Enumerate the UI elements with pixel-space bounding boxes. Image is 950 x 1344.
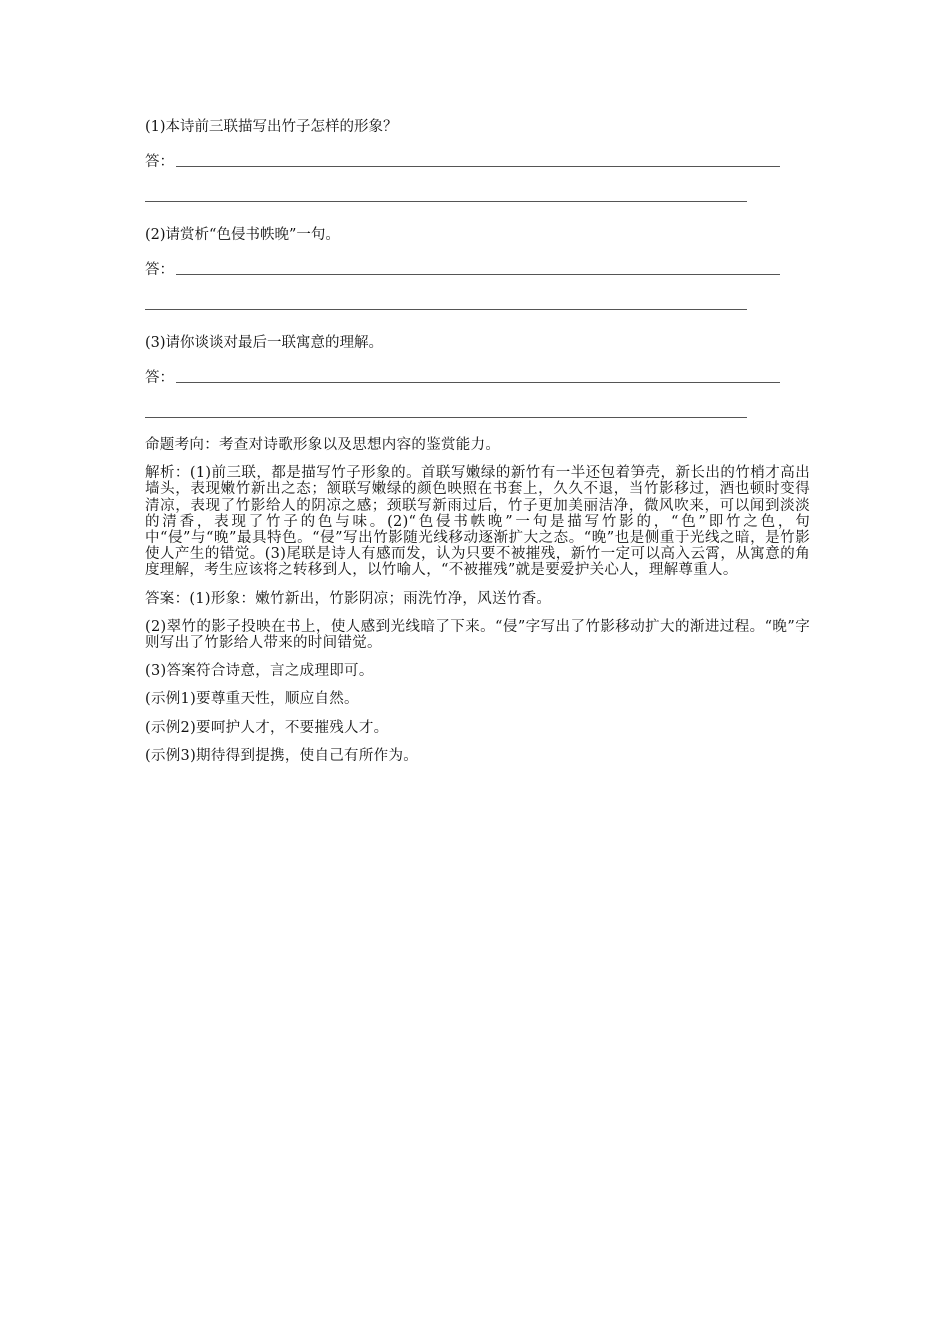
answer-2-line [176,274,780,275]
topic-paragraph: 命题考向：考查对诗歌形象以及思想内容的鉴赏能力。 [145,437,501,453]
answer-paragraph-2: (2)翠竹的影子投映在书上，使人感到光线暗了下来。“侵”字写出了竹影移动扩大的渐进过程。“晚”字则写出了竹影给人带来的时间错觉。 [145,618,810,652]
answer-2-label: 答： [145,262,174,278]
question-3-prompt: (3)请你谈谈对最后一联寓意的理解。 [145,335,384,351]
question-1 [145,118,810,202]
answer-2-line-2 [145,309,747,310]
answer-3-label: 答： [145,370,174,386]
answer-3-line-2 [145,417,747,418]
answer-1-line-2 [145,201,747,202]
answer-paragraph-3: (3)答案符合诗意，言之成理即可。 [145,663,374,680]
question-1-prompt: (1)本诗前三联描写出竹子怎样的形象？ [145,119,398,135]
answer-paragraph-1: 答案：(1)形象：嫩竹新出，竹影阴凉；雨洗竹净，风送竹香。 [145,590,552,607]
answer-1-row [145,153,810,171]
answer-2-row [145,261,810,279]
document-page [145,118,810,764]
answer-1-line [176,166,780,167]
example-3: (示例3)期待得到提携，使自己有所作为。 [145,747,419,764]
question-2 [145,226,810,310]
answer-3-line [176,382,780,383]
answer-1-label: 答： [145,154,174,170]
answer-3-row [145,369,810,387]
example-2: (示例2)要呵护人才，不要摧残人才。 [145,719,389,736]
question-3 [145,334,810,418]
example-1: (示例1)要尊重天性，顺应自然。 [145,691,359,708]
analysis-paragraph: 解析：(1)前三联，都是描写竹子形象的。首联写嫩绿的新竹有一半还包着笋壳，新长出的竹梢才高出墙头，表现嫩竹新出之态；颔联写嫩绿的颜色映照在书套上，久久不退，当竹影移过，酒也顿时变得清凉，表现了竹影给人的阴凉之感；颈联写新雨过后，竹子更加美丽洁净，微风吹来，可以闻到淡淡的清香，表现了竹子的色与味。(2)“色侵书帙晚”一句是描写竹影的，“色”即竹之色，句中“侵”与“晚”最具特色。“侵”写出竹影随光线移动逐渐扩大之态。“晚”也是侧重于光线之暗，是竹影使人产生的错觉。(3)尾联是诗人有感而发，认为只要不被摧残，新竹一定可以高入云霄，从寓意的角度理解，考生应该将之转移到人，以竹喻人，“不被摧残”就是要爱护关心人，理解尊重人。 [145,465,810,579]
question-2-prompt: (2)请赏析“色侵书帙晚”一句。 [145,227,340,243]
